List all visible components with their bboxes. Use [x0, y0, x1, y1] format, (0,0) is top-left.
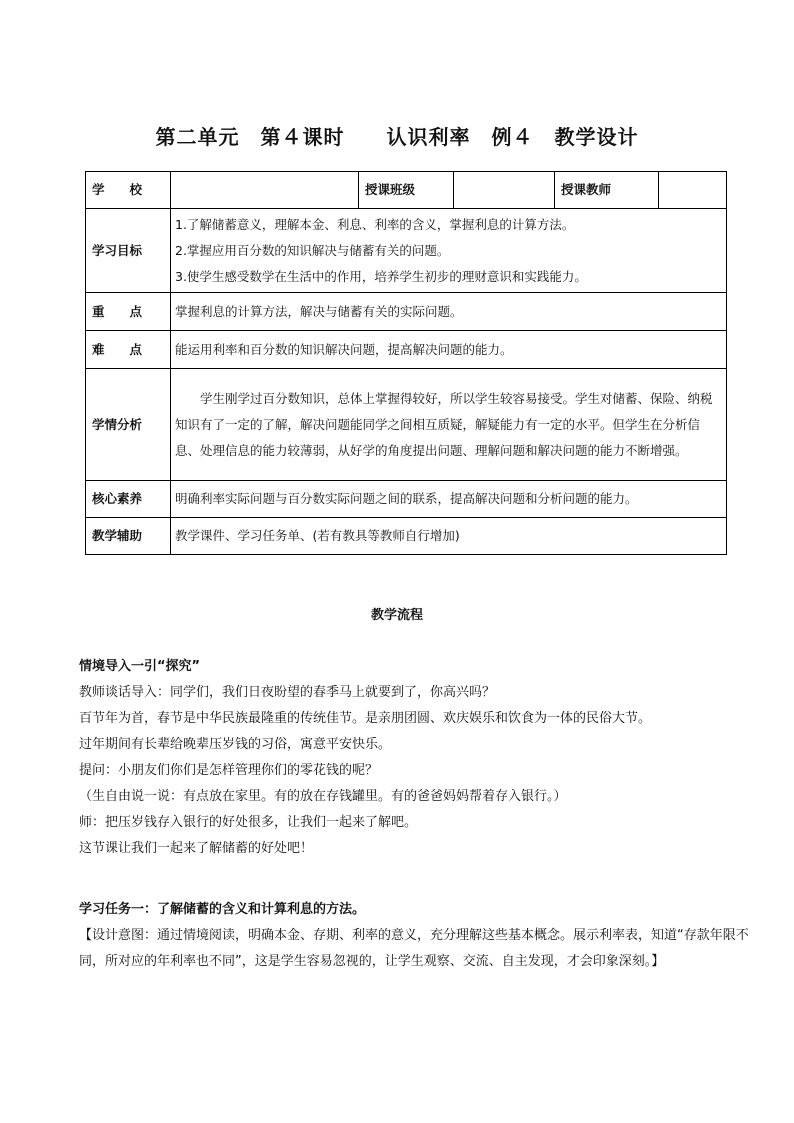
lesson-info-table	[85, 171, 727, 555]
intro-line: 百节年为首，春节是中华民族最隆重的传统佳节。是亲朋团圆、欢庆娱乐和饮食为一体的民俗大节。	[79, 711, 652, 726]
task1-section	[79, 897, 749, 975]
intro-line: 提问：小朋友们你们是怎样管理你们的零花钱的呢？	[79, 763, 379, 778]
school-value	[171, 172, 359, 209]
table-row	[86, 518, 727, 555]
teacher-label: 授课教师	[555, 172, 659, 209]
task1-intent: 【设计意图：通过情境阅读，明确本金、存期、利率的意义，充分理解这些基本概念。展示利率表，知道“存款年限不同，所对应的年利率也不同”，这是学生容易忽视的，让学生观察、交流、自主发现，才会印象深刻。】	[79, 928, 749, 969]
difficulty-value: 能运用利率和百分数的知识解决问题，提高解决问题的能力。	[171, 331, 727, 369]
aids-label: 教学辅助	[86, 518, 171, 555]
objective-item: 1.了解储蓄意义，理解本金、利息、利率的含义，掌握利息的计算方法。	[175, 216, 575, 232]
class-label: 授课班级	[359, 172, 454, 209]
intro-line: 教师谈话导入：同学们，我们日夜盼望的春季马上就要到了，你高兴吗？	[79, 685, 496, 700]
table-row	[86, 481, 727, 518]
intro-line: 师：把压岁钱存入银行的好处很多，让我们一起来了解吧。	[79, 815, 418, 830]
literacy-label: 核心素养	[86, 481, 171, 518]
document-title: 第二单元 第４课时 认识利率 例４ 教学设计	[155, 125, 639, 149]
intro-line: 过年期间有长辈给晚辈压岁钱的习俗，寓意平安快乐。	[79, 737, 392, 752]
analysis-value: 学生刚学过百分数知识，总体上掌握得较好，所以学生较容易接受。学生对储蓄、保险、纳税知识有了一定的了解，解决问题能同学之间相互质疑，解疑能力有一定的水平。但学生在分析信息、处理信息的能力较薄弱，从好学的角度提出问题、理解问题和解决问题的能力不断增强。	[171, 369, 727, 481]
difficulty-label: 难 点	[86, 331, 171, 369]
objectives-cell	[171, 209, 727, 293]
objectives-label: 学习目标	[86, 209, 171, 293]
objective-item: 3.使学生感受数学在生活中的作用，培养学生初步的理财意识和实践能力。	[175, 268, 587, 284]
table-row	[86, 331, 727, 369]
table-row	[86, 172, 727, 209]
analysis-label: 学情分析	[86, 369, 171, 481]
intro-heading: 情境导入一引“探究”	[79, 659, 201, 674]
key-label: 重 点	[86, 293, 171, 331]
table-row	[86, 369, 727, 481]
literacy-value: 明确利率实际问题与百分数实际问题之间的联系，提高解决问题和分析问题的能力。	[171, 481, 727, 518]
objective-item: 2.掌握应用百分数的知识解决与储蓄有关的问题。	[175, 242, 450, 258]
table-row	[86, 209, 727, 293]
teacher-value	[659, 172, 727, 209]
intro-line: （生自由说一说：有点放在家里。有的放在存钱罐里。有的爸爸妈妈帮着存入银行。）	[79, 789, 567, 804]
task1-heading: 学习任务一：了解储蓄的含义和计算利息的方法。	[79, 902, 366, 917]
class-value	[454, 172, 555, 209]
school-label: 学 校	[86, 172, 171, 209]
aids-value: 教学课件、学习任务单、(若有教具等教师自行增加)	[171, 518, 727, 555]
key-value: 掌握利息的计算方法，解决与储蓄有关的实际问题。	[171, 293, 727, 331]
intro-section	[79, 654, 749, 862]
intro-line: 这节课让我们一起来了解储蓄的好处吧！	[79, 841, 314, 856]
process-title: 教学流程	[370, 608, 423, 623]
table-row	[86, 293, 727, 331]
